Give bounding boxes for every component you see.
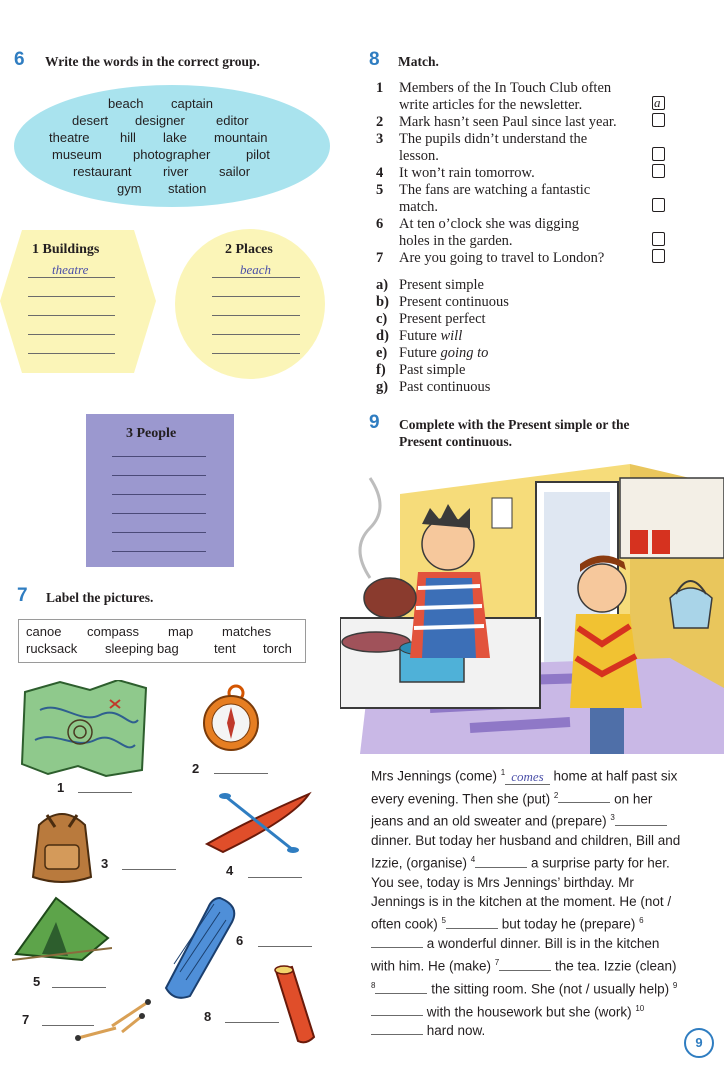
item-text: The fans are watching a fantastic — [399, 182, 591, 198]
word: torch — [263, 641, 292, 656]
option-text: Past simple — [399, 362, 466, 378]
option-text: Future will — [399, 328, 463, 344]
gap-blank[interactable] — [499, 958, 551, 971]
word: gym — [117, 181, 142, 196]
label-number: 6 — [236, 933, 244, 948]
option-key: b) — [376, 294, 389, 310]
word: matches — [222, 624, 272, 639]
item-number: 4 — [376, 165, 384, 181]
word: pilot — [246, 147, 270, 162]
answer-line[interactable] — [214, 773, 268, 774]
gap-blank[interactable] — [615, 813, 667, 826]
label-number: 4 — [226, 863, 234, 878]
word: restaurant — [73, 164, 132, 179]
sleeping-bag-picture — [160, 892, 244, 1002]
item-number: 6 — [376, 216, 384, 232]
word: mountain — [214, 130, 268, 145]
answer-line[interactable] — [112, 532, 206, 533]
group-buildings-heading: 1 Buildings — [32, 242, 100, 257]
exercise-8-number: 8 — [369, 49, 380, 70]
answer-line[interactable] — [28, 353, 115, 354]
answer-line[interactable] — [225, 1022, 279, 1023]
word: captain — [171, 96, 213, 111]
word: beach — [108, 96, 144, 111]
torch-picture — [270, 965, 320, 1047]
option-text: Present perfect — [399, 311, 486, 327]
label-number: 3 — [101, 856, 109, 871]
answer-line[interactable] — [42, 1025, 94, 1026]
word: compass — [87, 624, 140, 639]
option-key: a) — [376, 277, 389, 293]
matches-picture — [72, 996, 152, 1042]
item-number: 3 — [376, 131, 384, 147]
word: sailor — [219, 164, 251, 179]
item-text: Are you going to travel to London? — [399, 250, 605, 266]
label-number: 1 — [57, 780, 65, 795]
item-text: Members of the In Touch Club often — [399, 80, 612, 96]
answer-line[interactable] — [212, 334, 300, 335]
answer-line[interactable] — [78, 792, 132, 793]
option-text: Present simple — [399, 277, 484, 293]
label-number: 7 — [22, 1012, 30, 1027]
answer-line[interactable] — [28, 315, 115, 316]
group-places-heading: 2 Places — [225, 242, 273, 257]
item-text: match. — [399, 199, 439, 215]
answer-checkbox[interactable] — [652, 232, 665, 246]
item-text: It won’t rain tomorrow. — [399, 165, 535, 181]
word: canoe — [26, 624, 62, 639]
answer-checkbox[interactable] — [652, 113, 665, 127]
answer-line[interactable] — [248, 877, 302, 878]
gap-blank[interactable] — [371, 1003, 423, 1016]
answer-line[interactable] — [28, 277, 115, 278]
answer-line[interactable] — [122, 869, 176, 870]
answer-line[interactable] — [212, 277, 300, 278]
option-text: Future going to — [399, 345, 489, 361]
word: editor — [216, 113, 249, 128]
answer-checkbox[interactable] — [652, 147, 665, 161]
canoe-picture — [203, 788, 313, 860]
option-key: d) — [376, 328, 389, 344]
option-text: Present continuous — [399, 294, 509, 310]
item-number: 2 — [376, 114, 384, 130]
answer-line[interactable] — [112, 475, 206, 476]
compass-picture — [198, 683, 264, 753]
answer-line[interactable] — [112, 551, 206, 552]
word: designer — [135, 113, 185, 128]
word: river — [163, 164, 189, 179]
word: rucksack — [26, 641, 78, 656]
exercise-6-number: 6 — [14, 49, 25, 70]
item-number: 5 — [376, 182, 384, 198]
gap-blank[interactable] — [558, 790, 610, 803]
answer-line[interactable] — [212, 353, 300, 354]
exercise-8-title: Match. — [398, 54, 439, 69]
item-text: holes in the garden. — [399, 233, 513, 249]
option-key: e) — [376, 345, 388, 361]
item-number: 1 — [376, 80, 384, 96]
answer-line[interactable] — [28, 296, 115, 297]
map-picture — [20, 680, 150, 778]
label-number: 8 — [204, 1009, 212, 1024]
exercise-9-number: 9 — [369, 412, 380, 433]
exercise-9-title: Complete with the Present simple or the — [399, 417, 630, 432]
answer-line[interactable] — [52, 987, 106, 988]
kitchen-illustration — [340, 458, 724, 754]
word: desert — [72, 113, 109, 128]
gap-blank[interactable] — [446, 916, 498, 929]
answer-checkbox[interactable] — [652, 198, 665, 212]
word: hill — [120, 130, 136, 145]
answer-letter: a — [654, 95, 661, 110]
option-key: c) — [376, 311, 388, 327]
gap-blank[interactable] — [371, 1022, 423, 1035]
exercise-9-title: Present continuous. — [399, 434, 513, 449]
buildings-example-answer: theatre — [52, 262, 89, 277]
places-example-answer: beach — [240, 262, 272, 277]
item-text: write articles for the newsletter. — [399, 97, 583, 113]
answer-line[interactable] — [212, 296, 300, 297]
exercise-7-title: Label the pictures. — [46, 590, 154, 605]
gap-blank[interactable] — [371, 935, 423, 948]
answer-checkbox[interactable] — [652, 96, 665, 110]
word: theatre — [49, 130, 90, 145]
option-key: f) — [376, 362, 386, 378]
group-people-heading: 3 People — [126, 426, 177, 441]
answer-line[interactable] — [212, 315, 300, 316]
option-text: Past continuous — [399, 379, 491, 395]
item-number: 7 — [376, 250, 384, 266]
page-number: 9 — [684, 1028, 714, 1058]
example-answer: comes — [505, 769, 550, 785]
exercise-6-title: Write the words in the correct group. — [45, 54, 260, 69]
item-text: lesson. — [399, 148, 439, 164]
answer-line[interactable] — [112, 494, 206, 495]
gap-blank[interactable] — [375, 981, 427, 994]
word: tent — [214, 641, 236, 656]
word: station — [168, 181, 207, 196]
rucksack-picture — [25, 805, 100, 885]
word: photographer — [133, 147, 211, 162]
word: sleeping bag — [105, 641, 179, 656]
word: map — [168, 624, 194, 639]
word: museum — [52, 147, 102, 162]
option-key: g) — [376, 379, 389, 395]
answer-checkbox[interactable] — [652, 249, 665, 263]
item-text: At ten o’clock she was digging — [399, 216, 580, 232]
label-number: 2 — [192, 761, 200, 776]
exercise-7-number: 7 — [17, 585, 28, 606]
gap-blank[interactable] — [475, 855, 527, 868]
label-number: 5 — [33, 974, 41, 989]
answer-line[interactable] — [112, 456, 206, 457]
answer-checkbox[interactable] — [652, 164, 665, 178]
tent-picture — [12, 888, 112, 968]
answer-line[interactable] — [28, 334, 115, 335]
gap-fill-text: Mrs Jennings (come) $^1$ comes home at half past six every evening. Then she (put) $^2$ on her jeans and an old sweater and (prepare) $^3$ dinner. But today her husband and children, Bill and Izzie, (organise) $^4$ a surprise party for her. You see, today is Mrs Jennings’ birthday. Mr Jennings is in the kitchen at the moment. He (not / often cook) $^5$ but today he (prepare) $^6$ a wonderful dinner. Bill is in the kitchen with him. He (make) $^7$ the tea. Izzie (clean) $^8$ the sitting room. She (not / usually help) $^9$ with the housework but she (work) $^{10}$ hard now. — [371, 768, 681, 1039]
item-text: The pupils didn’t understand the — [399, 131, 588, 147]
answer-line[interactable] — [258, 946, 312, 947]
answer-line[interactable] — [112, 513, 206, 514]
word: lake — [163, 130, 187, 145]
item-text: Mark hasn’t seen Paul since last year. — [399, 114, 617, 130]
